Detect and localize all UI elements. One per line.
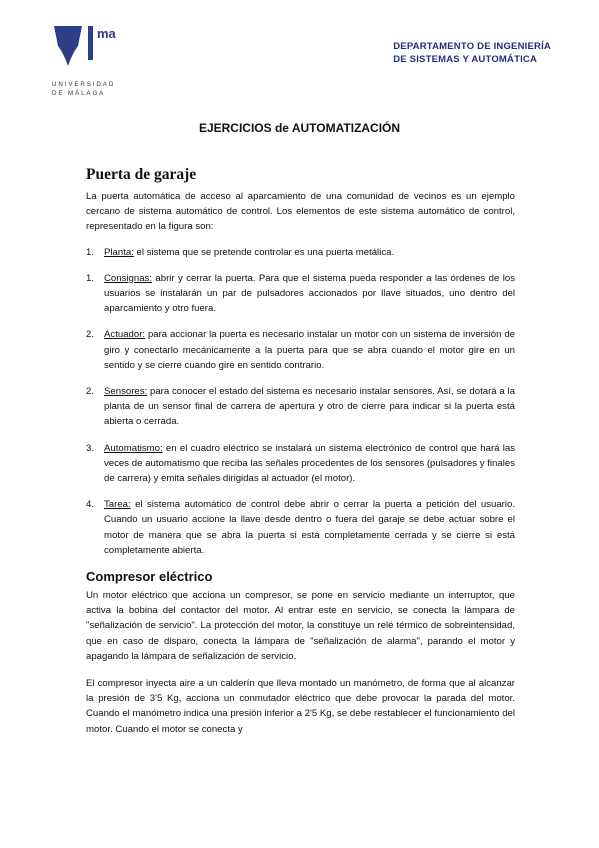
list-item (86, 384, 515, 430)
list-item-text: abrir y cerrar la puerta. Para que el sistema pueda responder a las órdenes de los usuarios se instalarán un par de pulsadores accionados por llave situados, uno dentro del aparcamiento y otro fuera. (104, 272, 515, 315)
list-item (86, 327, 515, 373)
list-item-number: 2. (86, 329, 95, 341)
logo-university-line1: UNIVERSIDAD (52, 81, 116, 88)
document-body (86, 166, 515, 737)
list-item-number: 1. (86, 246, 95, 258)
list-item-term: Actuador: (104, 329, 146, 341)
section2-paragraph-2: El compresor inyecta aire a un calderín que lleva montado un manómetro, de forma que al alcanzar la presión de 3'5 Kg, acciona un conmutador eléctrico que debe provocar la parada del motor. Cuando el manómetro indica una presión inferior a 2'5 Kg, se debe restablecer el funcionamiento del motor. Cuando el motor se conecta y (86, 678, 515, 735)
university-logo (52, 24, 132, 98)
list-item-term: Tarea: (104, 499, 131, 511)
section1-heading: Puerta de garaje (86, 166, 197, 183)
logo-university-line2: DE MÁLAGA (52, 90, 106, 97)
list-item-text: para accionar la puerta es necesario instalar un motor con un sistema de inversión de giro y conectarlo mecánicamente a la puerta para que se abra cuando el motor gire en un sentido y se cierre cuando gire en sentido contrario. (104, 329, 515, 371)
elements-list (86, 245, 515, 558)
list-item-term: Consignas: (104, 272, 152, 284)
section1-intro: La puerta automática de acceso al aparcamiento de una comunidad de vecinos es un ejemplo cercano de sistema automático de control. Los elementos de este sistema automático de control, representado en la figura son: (86, 191, 515, 233)
page-title: EJERCICIOS de AUTOMATIZACIÓN (198, 121, 401, 135)
dept-line1: DEPARTAMENTO DE INGENIERÍA (393, 41, 551, 52)
list-item-text: el sistema automático de control debe abrir o cerrar la puerta a petición del usuario. Cuando un usuario accione la llave desde dentro o fuera del garaje se debe actuar sobre el motor de manera que se abra la puerta si está completamente cerrada y se cierre si está completamente abierta. (104, 499, 515, 556)
list-item (86, 441, 515, 487)
list-item-text: el sistema que se pretende controlar es una puerta metálica. (133, 246, 395, 258)
list-item (86, 245, 515, 260)
list-item-number: 4. (86, 499, 95, 511)
logo-university-text (52, 80, 115, 98)
list-item-term: Automatismo: (104, 442, 163, 454)
section2-paragraph-1: Un motor eléctrico que acciona un compresor, se pone en servicio mediante un interruptor, que activa la bobina del contactor del motor. Al entrar este en servicio, se conecta la lámpara de "señalización de servicio". La protección del motor, la constituye un relé térmico de sobreintensidad, que en caso de disparo, conecta la lámpara de "señalización de alarma", parando el motor y apagando la lámpara de señalización de servicio. (86, 590, 515, 662)
list-item-number: 3. (86, 442, 95, 454)
logo-emblem-icon (52, 24, 122, 80)
list-item-number: 2. (86, 386, 95, 398)
list-item-term: Planta: (104, 246, 134, 258)
logo-letters: ma (97, 26, 116, 41)
list-item-number: 1. (86, 272, 95, 284)
list-item (86, 271, 515, 317)
dept-line2: DE SISTEMAS Y AUTOMÁTICA (393, 54, 538, 65)
list-item (86, 497, 515, 558)
list-item-text: para conocer el estado del sistema es necesario instalar sensores. Así, se dotará a la planta de un sensor final de carrera de apertura y otro de cierre para indicar si la puerta está abierta o cerrada. (104, 386, 515, 428)
list-item-term: Sensores: (104, 386, 148, 398)
section2-heading: Compresor eléctrico (86, 569, 213, 585)
list-item-text: en el cuadro eléctrico se instalará un sistema electrónico de control que hará las veces de automatismo que reciba las señales procedentes de los sensores (pulsadores y finales de carrera) y emita señales dirigidas al actuador (el motor). (104, 442, 515, 485)
department-name (393, 40, 551, 66)
